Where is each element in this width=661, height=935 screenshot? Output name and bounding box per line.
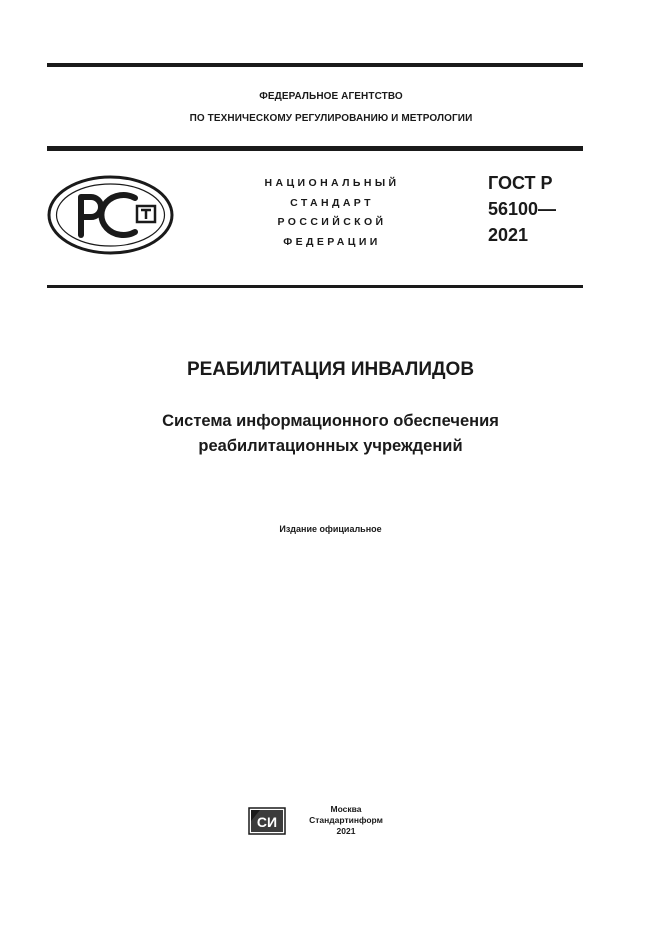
edition-label: Издание официальное — [279, 524, 382, 534]
standard-type-line-2: СТАНДАРТ — [290, 197, 374, 209]
document-title: РЕАБИЛИТАЦИЯ ИНВАЛИДОВ — [186, 359, 475, 380]
top-rule — [47, 63, 583, 67]
standard-type-line-1: НАЦИОНАЛЬНЫЙ — [264, 177, 400, 189]
document-subtitle-line-2: реабилитационных учреждений — [198, 437, 463, 455]
header-rule — [47, 146, 583, 151]
publisher-city: Москва — [330, 804, 362, 814]
publisher-logo-text: СИ — [256, 814, 278, 830]
gost-designation-line-2: 56100— — [488, 199, 557, 219]
agency-line-2: ПО ТЕХНИЧЕСКОМУ РЕГУЛИРОВАНИЮ И МЕТРОЛОГИИ — [189, 113, 473, 124]
gost-designation-line-1: ГОСТ Р — [488, 173, 553, 193]
title-block-rule — [47, 285, 583, 288]
standard-type-line-3: РОССИЙСКОЙ — [277, 216, 387, 228]
publisher-name: Стандартинформ — [309, 815, 383, 825]
gost-r-certification-mark-icon — [47, 175, 174, 255]
gost-designation-line-3: 2021 — [488, 225, 529, 245]
standartinform-logo-icon — [248, 806, 288, 836]
standard-type-line-4: ФЕДЕРАЦИИ — [283, 236, 381, 248]
publisher-year: 2021 — [336, 826, 356, 836]
agency-line-1: ФЕДЕРАЛЬНОЕ АГЕНТСТВО — [259, 91, 403, 102]
document-subtitle-line-1: Система информационного обеспечения — [162, 412, 499, 430]
